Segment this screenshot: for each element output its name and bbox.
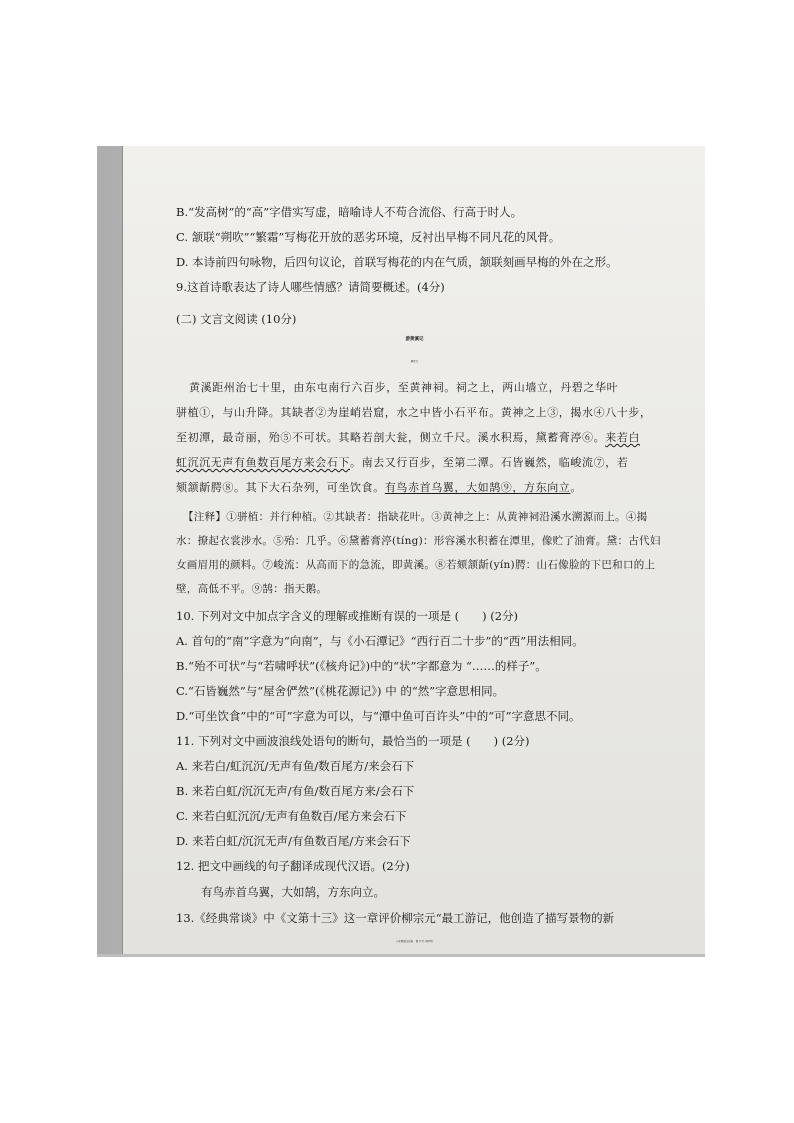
exam-sheet bbox=[122, 146, 705, 957]
question-11-option-b: B. 来若白虹/沉沉无声/有鱼/数百尾方来/会石下 bbox=[176, 784, 415, 798]
question-13: 13.《经典常谈》中《文第十三》这一章评价柳宗元“最工游记，他创造了描写景物的新 bbox=[176, 911, 615, 925]
option-c-line: C. 颔联“朔吹”“繁霜”写梅花开放的恶劣环境，反衬出早梅不同凡花的风骨。 bbox=[176, 230, 561, 244]
passage-line-4: 虹沉沉无声有鱼数百尾方来会石下。南去又行百步，至第二潭。石皆巍然，临峻流⑦，若 bbox=[176, 456, 629, 469]
passage-line-3: 至初潭，最奇丽，殆⑤不可状。其略若剖大瓮，侧立千尺。溪水积焉，黛蓄膏渟⑥。来若白 bbox=[176, 431, 641, 444]
passage-title: 游黄溪记 bbox=[405, 337, 424, 342]
question-12-sentence: 有鸟赤首乌翼，大如鹄，方东向立。 bbox=[201, 885, 385, 899]
passage-line-1: 黄溪距州治七十里，由东屯南行六百步，至黄神祠。祠之上，两山墙立，丹碧之华叶 bbox=[189, 381, 619, 394]
photo-frame bbox=[97, 146, 705, 957]
option-d-line: D. 本诗前四句咏物，后四句议论，首联写梅花的内在气质，颔联刻画早梅的外在之形。 bbox=[176, 255, 618, 269]
question-11-option-c: C. 来若白虹沉沉/无声有鱼数百/尾方来会石下 bbox=[176, 809, 407, 823]
question-10-option-b: B.“殆不可状”与“若啸呼状”(《核舟记》)中的“状”字都意为 “……的样子”。 bbox=[176, 659, 547, 673]
wavy-underline-segment: 虹沉沉无声有鱼数百尾方来会石下 bbox=[176, 456, 350, 469]
question-10-option-a: A. 首句的“南”字意为“向南”，与《小石潭记》“西行百二十步”的“西”用法相同。 bbox=[176, 634, 584, 648]
photo-bottom-edge bbox=[97, 954, 705, 957]
note-line-1: 【注释】①骈植：并行种植。②其缺者：指缺花叶。③黄神之上：从黄神祠沿溪水溯源而上。④揭 bbox=[183, 511, 648, 523]
question-10: 10. 下列对文中加点字含义的理解或推断有误的一项是 ( ) (2分) bbox=[176, 609, 519, 623]
question-9: 9.这首诗歌表达了诗人哪些情感？请简要概述。(4分) bbox=[176, 280, 445, 294]
underlined-sentence: 有鸟赤首乌翼，大如鹄⑨，方东向立 bbox=[384, 481, 571, 494]
passage-author: 柳宗元 bbox=[410, 360, 419, 363]
question-10-option-c: C.“石皆巍然”与“屋舍俨然”(《桃花源记》) 中 的“然”字意思相同。 bbox=[176, 684, 505, 698]
option-b-line: B.“发高树”的“高”字借实写虚，暗喻诗人不苟合流俗、行高于时人。 bbox=[176, 205, 523, 219]
question-10-option-d: D.“可坐饮食”中的“可”字意为可以，与“潭中鱼可百许头”中的“可”字意思不同。 bbox=[176, 709, 581, 723]
question-11-option-d: D. 来若白虹/沉沉无声/有鱼数百尾/方来会石下 bbox=[176, 834, 411, 848]
note-line-3: 女画眉用的颜料。⑦峻流：从高而下的急流，即黄溪。⑧若颏颔龂(yín)腭：山石像脸的下巴和口的上 bbox=[176, 559, 656, 571]
note-line-2: 水：撩起衣裳涉水。⑤殆：几乎。⑥黛蓄膏渟(tíng)：形容溪水积蓄在潭里，像贮了油膏。黛：古代妇 bbox=[176, 535, 661, 547]
note-line-4: 壁，高低不平。⑨鹄：指天鹅。 bbox=[176, 583, 328, 595]
passage-line-5: 颏颔龂腭⑧。其下大石杂列，可坐饮食。有鸟赤首乌翼，大如鹄⑨，方东向立。 bbox=[176, 481, 583, 494]
section-heading: (二) 文言文阅读 (10分) bbox=[176, 312, 297, 326]
question-11-option-a: A. 来若白/虹沉沉/无声有鱼/数百尾方/来会石下 bbox=[176, 759, 415, 773]
question-11: 11. 下列对文中画波浪线处语句的断句，最恰当的一项是 ( ) (2分) bbox=[176, 734, 530, 748]
page-footer: 八年级语文试卷 第 3 页 (共8页) bbox=[395, 940, 434, 943]
wavy-underline-segment: 来若白 bbox=[605, 431, 641, 444]
question-12: 12. 把文中画线的句子翻译成现代汉语。(2分) bbox=[176, 859, 410, 873]
passage-line-2: 骈植①，与山升降。其缺者②为崖峭岩窟，水之中皆小石平布。黄神之上③，揭水④八十步， bbox=[176, 406, 652, 419]
